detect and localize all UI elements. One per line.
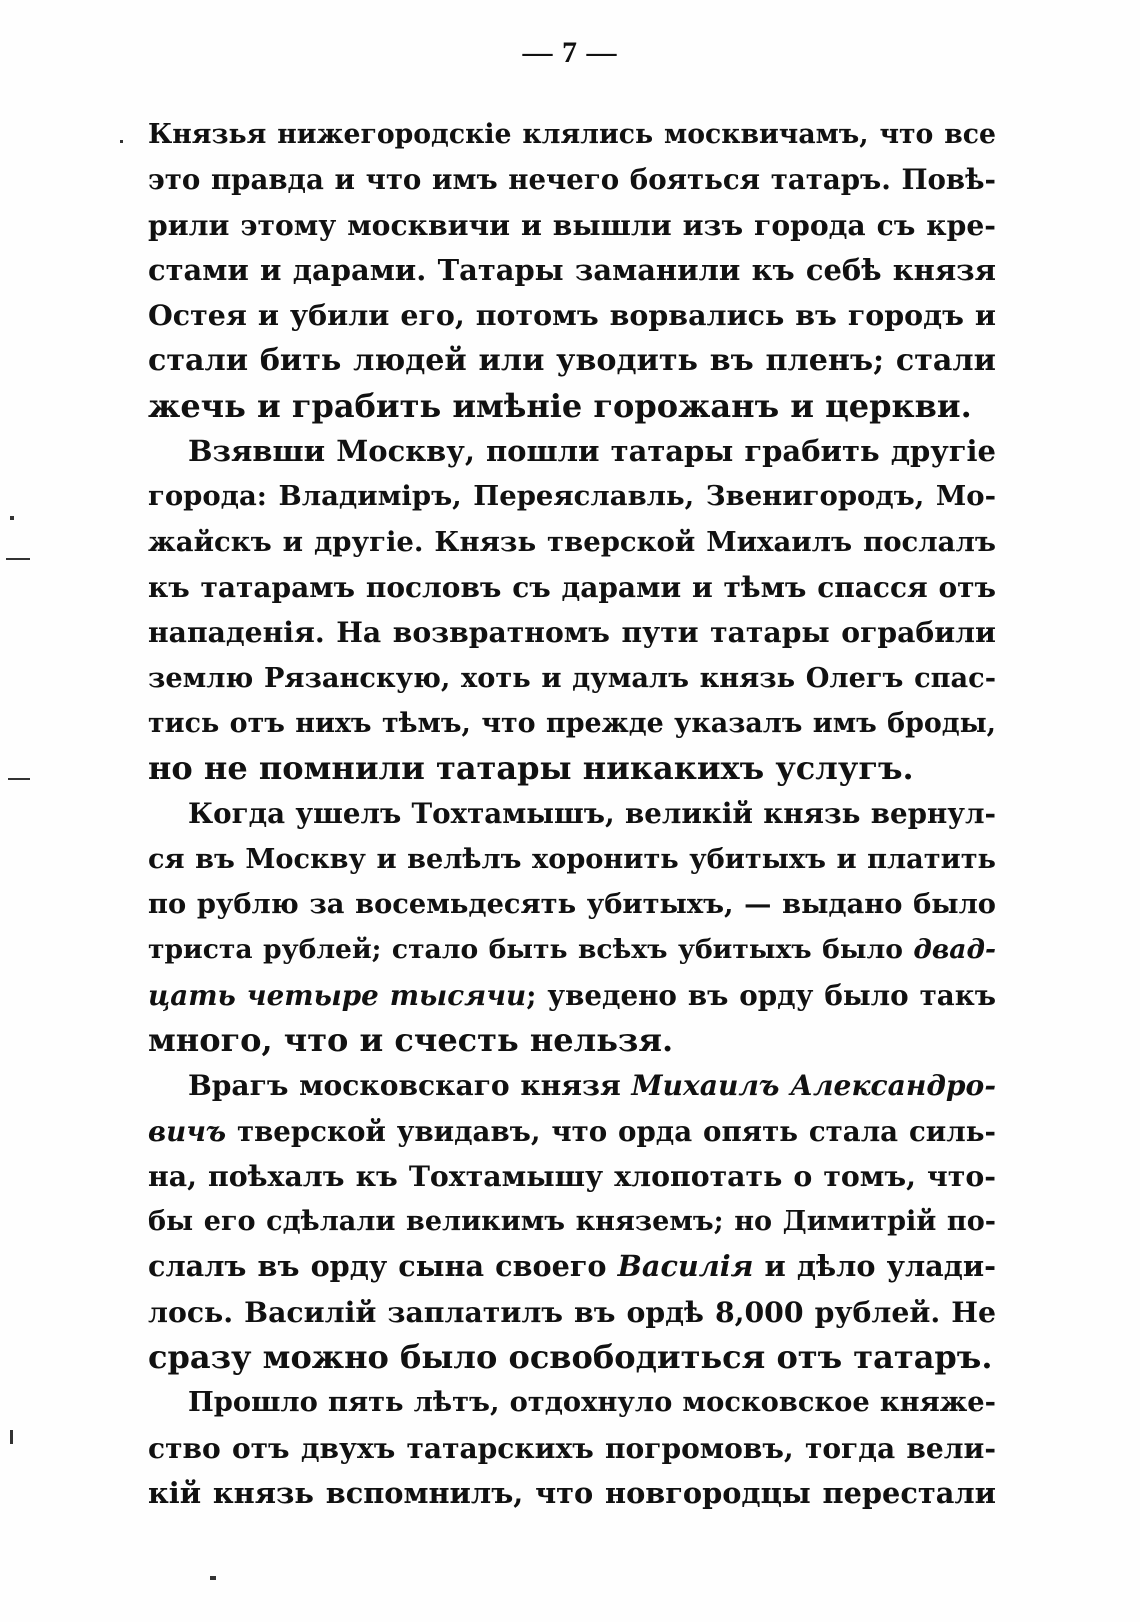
- text-segment: тверской увидавъ, что орда опять стала силь-: [226, 1114, 996, 1148]
- italic-text: вичъ: [148, 1114, 227, 1148]
- paragraph: [148, 112, 996, 429]
- scan-speck: [10, 516, 14, 520]
- paragraph: [148, 429, 996, 791]
- text-line: [148, 1244, 996, 1289]
- paragraph: [148, 1063, 996, 1380]
- text-line: стами и дарами. Татары заманили къ себѣ князя: [148, 252, 996, 287]
- italic-text: двад-: [913, 934, 996, 966]
- text-line: сразу можно было освободиться отъ татаръ.: [148, 1338, 993, 1377]
- text-segment: и дѣло улади-: [753, 1249, 996, 1284]
- scan-speck: [6, 558, 30, 560]
- text-line: Князья нижегородскіе клялись москвичамъ, что все: [148, 119, 996, 150]
- text-line: [148, 973, 996, 1018]
- text-line: жечь и грабить имѣніе горожанъ и церкви.: [148, 386, 972, 425]
- text-line: Прошло пять лѣтъ, отдохнуло московское княже-: [188, 1386, 996, 1419]
- text-line: рили этому москвичи и вышли изъ города съ кре-: [148, 208, 996, 242]
- scan-speck: [210, 1576, 216, 1580]
- text-line: лось. Василій заплатилъ въ ордѣ 8,000 рублей. Не: [148, 1294, 996, 1329]
- text-line: Когда ушелъ Тохтамышъ, великій князь вернул-: [188, 797, 996, 831]
- text-line: по рублю за восемьдесять убитыхъ, — выдано было: [148, 888, 996, 921]
- italic-text: Михаилъ Александро-: [631, 1069, 996, 1103]
- text-line: ство отъ двухъ татарскихъ погромовъ, тогда вели-: [148, 1431, 996, 1465]
- text-line: тись отъ нихъ тѣмъ, что прежде указалъ имъ броды,: [148, 707, 996, 739]
- text-line: жайскъ и другіе. Князь тверской Михаилъ послалъ: [148, 525, 996, 558]
- text-line: Остея и убили его, потомъ ворвались въ городъ и: [148, 298, 996, 333]
- text-line: землю Рязанскую, хоть и думалъ князь Олегъ спас-: [148, 661, 996, 694]
- scan-speck: [120, 140, 123, 143]
- text-line: [148, 1109, 996, 1154]
- text-line: но не помнили татары никакихъ услугъ.: [148, 749, 914, 788]
- text-line: стали бить людей или уводить въ пленъ; стали: [148, 343, 996, 379]
- text-line: это правда и что имъ нечего бояться татаръ. Повѣ-: [148, 163, 996, 197]
- text-line: ся въ Москву и велѣлъ хоронить убитыхъ и платить: [148, 842, 996, 875]
- text-line: Взявши Москву, пошли татары грабить другіе: [188, 434, 996, 469]
- text-line: [148, 927, 996, 972]
- scan-speck: [10, 1430, 13, 1444]
- paragraph: [148, 791, 996, 1063]
- text-segment: триста рублей; стало быть всѣхъ убитыхъ было: [148, 934, 914, 966]
- text-line: къ татарамъ пословъ съ дарами и тѣмъ спасся отъ: [148, 570, 996, 604]
- paragraph: [148, 1380, 996, 1516]
- italic-text: Василія: [617, 1249, 754, 1284]
- text-line: [148, 1063, 996, 1108]
- text-line: кій князь вспомнилъ, что новгородцы перестали: [148, 1475, 996, 1510]
- text-line: много, что и счесть нельзя.: [148, 1020, 674, 1059]
- italic-text: цать четыре тысячи: [148, 978, 527, 1012]
- page-number: — 7 —: [522, 36, 618, 69]
- text-line: бы его сдѣлали великимъ княземъ; но Димитрій по-: [148, 1206, 996, 1238]
- text-segment: ; уведено въ орду было такъ: [526, 978, 997, 1012]
- text-line: города: Владиміръ, Переяславль, Звенигородъ, Мо-: [148, 480, 996, 513]
- scan-speck: [8, 778, 30, 780]
- text-segment: Врагъ московскаго князя: [188, 1069, 632, 1103]
- text-line: нападенія. На возвратномъ пути татары ограбили: [148, 616, 996, 650]
- text-line: на, поѣхалъ къ Тохтамышу хлопотать о томъ, что-: [148, 1158, 996, 1193]
- body-text: [148, 112, 996, 1516]
- text-segment: слалъ въ орду сына своего: [148, 1249, 618, 1284]
